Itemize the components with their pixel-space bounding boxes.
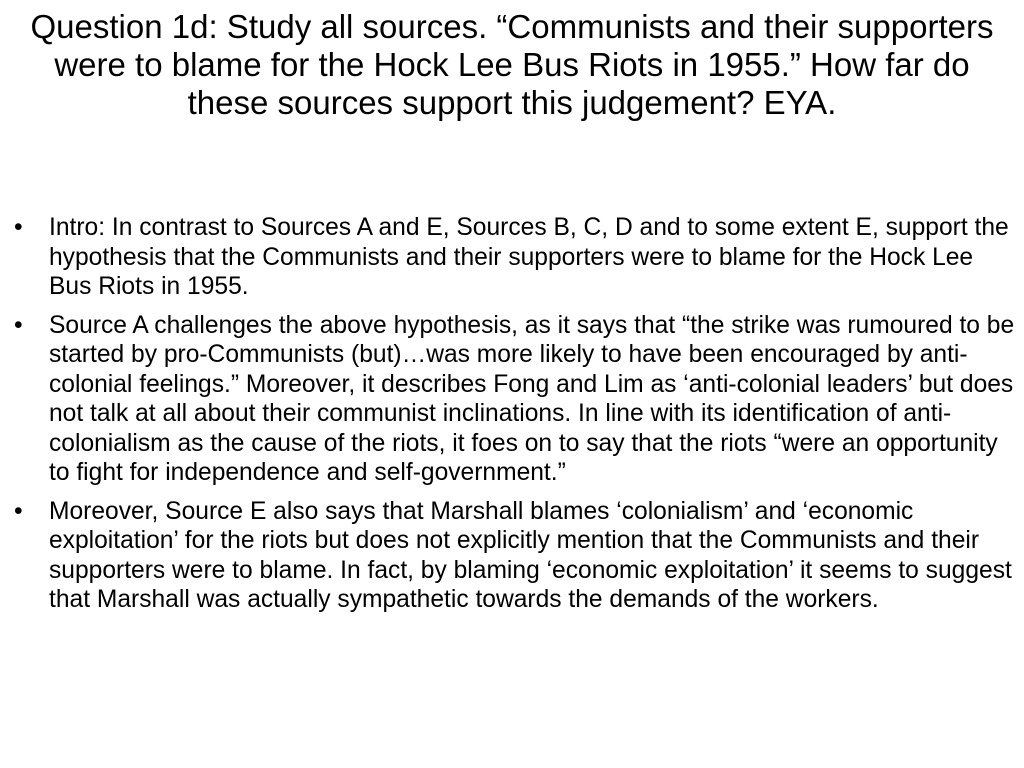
bullet-text: Source A challenges the above hypothesis, as it says that “the strike was rumoured to be started by pro-Communists (but)…was more likely to have been encouraged by anti-colonial feelings.” Moreover, it describes Fong and Lim as ‘anti-colonial leaders’ but does not talk at all about their communist inclinations. In line with its identification of anti-colonialism as the cause of the riots, it foes on to say that the riots “were an opportunity to fight for independence and self-government.” xyxy=(49,311,1015,486)
bullet-text: Intro: In contrast to Sources A and E, Sources B, C, D and to some extent E, support the hypothesis that the Communists and their supporters were to blame for the Hock Lee Bus Riots in 1955. xyxy=(49,214,1009,300)
bullet-intro xyxy=(0,213,1024,302)
bullet-source-a xyxy=(0,311,1024,488)
bullet-source-e xyxy=(0,497,1024,615)
bullet-list xyxy=(0,213,1024,624)
bullet-marker: • xyxy=(14,214,23,241)
bullet-marker: • xyxy=(14,497,23,525)
bullet-marker: • xyxy=(14,311,23,339)
bullet-text: Moreover, Source E also says that Marshall blames ‘colonialism’ and ‘economic exploitation’ for the riots but does not explicitly mention that the Communists and their supporters were to blame. In fact, by blaming ‘economic exploitation’ it seems to suggest that Marshall was actually sympathetic towards the demands of the workers. xyxy=(49,497,1012,613)
slide-title: Question 1d: Study all sources. “Communists and their supporters were to blame for the Hock Lee Bus Riots in 1955.” How far do these sources support this judgement? EYA. xyxy=(30,8,994,121)
